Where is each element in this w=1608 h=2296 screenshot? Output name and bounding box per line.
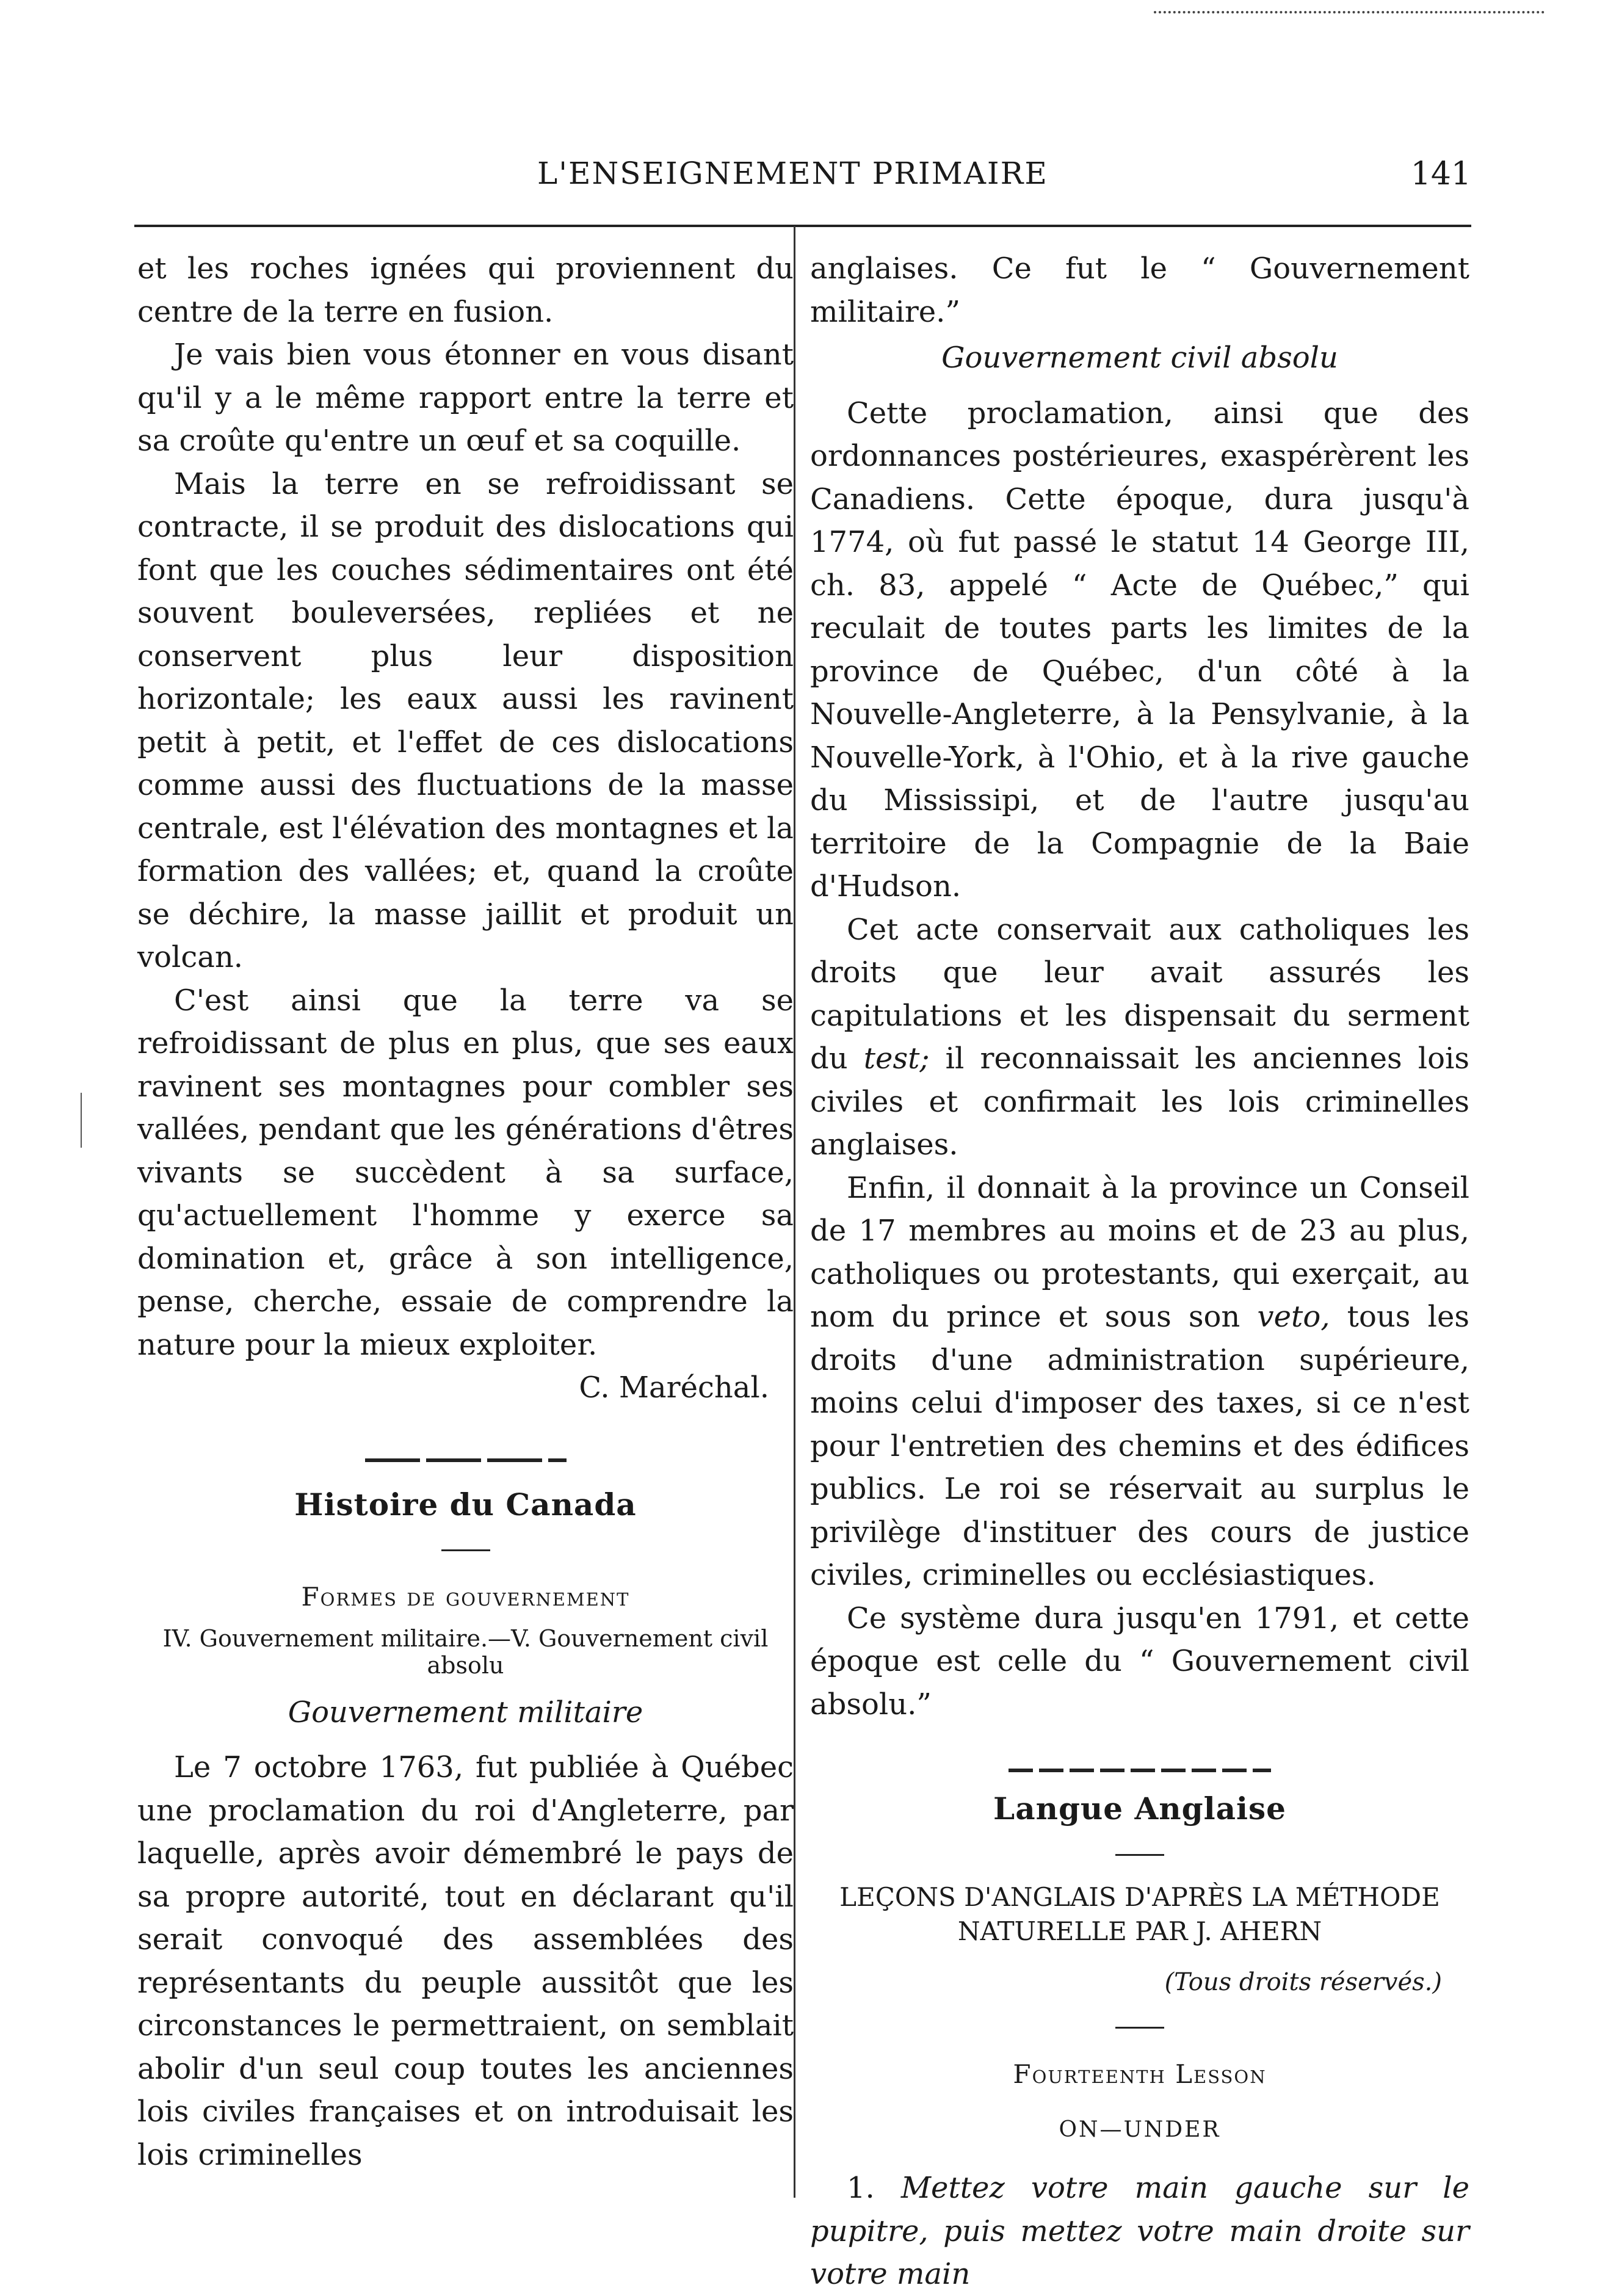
running-title: L'ENSEIGNEMENT PRIMAIRE bbox=[537, 156, 1048, 191]
paragraph bbox=[810, 1167, 1469, 1597]
paragraph: Cette proclamation, ainsi que des ordonnances postérieures, exaspérèrent les Canadiens. Cette époque, dura jusqu'à 1774, où fut passé le statut 14 George III, ch. 83, appelé “ Acte de Québec,” qui reculait de toutes parts les limites de la province de Québec, d'un côté à la Nouvelle-Angleterre, à la Pensylvanie, à la Nouvelle-York, à l'Ohio, et à la rive gauche du Mississipi, et de l'autre jusqu'au territoire de la Compagnie de la Baie d'Hudson. bbox=[810, 396, 1469, 904]
item-number: 1. bbox=[847, 2171, 875, 2205]
text-run: Enfin, il donnait à la province un Conseil de 17 membres au moins et de 23 au plus, catholiques ou protestants, qui exerçait, au nom du prince et sous son bbox=[810, 1170, 1469, 1334]
text-run: Cet acte conservait aux catholiques les droits que leur avait assurés les capitulations et les dispensait du serment du bbox=[810, 912, 1469, 1076]
section-subtitle: Formes de gouvernement bbox=[301, 1582, 630, 1612]
short-rule bbox=[1115, 2027, 1164, 2029]
subsection-heading: Gouvernement militaire bbox=[288, 1695, 643, 1729]
left-column bbox=[137, 247, 794, 2176]
author-signature: C. Maréchal. bbox=[579, 1371, 769, 1405]
rights-reserved: (Tous droits réservés.) bbox=[1164, 1968, 1442, 1996]
short-rule bbox=[1115, 1854, 1164, 1856]
right-column bbox=[810, 247, 1469, 2296]
text-run: il reconnaissait les anciennes lois civiles et confirmait les lois criminelles anglaises. bbox=[810, 1041, 1469, 1162]
page-header bbox=[134, 156, 1471, 211]
column-divider bbox=[794, 226, 795, 2198]
text-run: tous les droits d'une administration supérieure, moins celui d'imposer des taxes, si ce n'est pour l'entretien des chemins et des édifices publics. Le roi se réservait au surplus le privilège d'instituer des cours de justice civiles, criminelles ou ecclésiastiques. bbox=[810, 1300, 1469, 1592]
header-rule bbox=[134, 225, 1471, 227]
lesson-subtitle: ON—UNDER bbox=[1059, 2117, 1221, 2142]
lesson-title: Fourteenth Lesson bbox=[1013, 2059, 1267, 2089]
ornament-rule bbox=[1009, 1769, 1271, 1772]
subsection-heading: Gouvernement civil absolu bbox=[941, 341, 1338, 375]
margin-mark bbox=[81, 1093, 82, 1148]
ornament-rule bbox=[365, 1458, 567, 1462]
paragraph: Mais la terre en se refroidissant se contracte, il se produit des dislocations qui font que les couches sédimentaires ont été souvent bouleversées, repliées et ne conservent plus leur disposition horizontale; les eaux aussi les ravinent petit à petit, et l'effet de ces dislocations comme aussi des fluctuations de la masse centrale, est l'élévation des montagnes et la formation des vallées; et, quand la croûte se déchire, la masse jaillit et produit un volcan. bbox=[137, 466, 794, 974]
section-title: Langue Anglaise bbox=[993, 1791, 1286, 1827]
paragraph bbox=[810, 908, 1469, 1167]
paragraph: anglaises. Ce fut le “ Gouvernement militaire.” bbox=[810, 252, 1469, 329]
paragraph: Le 7 octobre 1763, fut publiée à Québec une proclamation du roi d'Angleterre, par laquelle, après avoir démembré le pays de sa propre autorité, tout en déclarant qu'il serait convoqué des assemblées des représentants du peuple aussitôt que les circonstances le permettraient, on semblait abolir d'un seul coup toutes les anciennes lois civiles françaises et on introduisait les lois criminelles bbox=[137, 1750, 794, 2172]
lessons-heading: LEÇONS D'ANGLAIS D'APRÈS LA MÉTHODE NATURELLE PAR J. AHERN bbox=[839, 1881, 1440, 1946]
paragraph: Ce système dura jusqu'en 1791, et cette époque est celle du “ Gouvernement civil absolu.” bbox=[810, 1601, 1469, 1722]
section-title: Histoire du Canada bbox=[294, 1486, 637, 1523]
paragraph: Je vais bien vous étonner en vous disant qu'il y a le même rapport entre la terre et sa croûte qu'entre un œuf et sa coquille. bbox=[137, 338, 794, 458]
paragraph: C'est ainsi que la terre va se refroidissant de plus en plus, que ses eaux ravinent ses montagnes pour combler ses vallées, pendant que les générations d'êtres vivants se succèdent à sa surface, qu'actuellement l'homme y exerce sa domination et, grâce à son intelligence, pense, cherche, essaie de comprendre la nature pour la mieux exploiter. bbox=[137, 983, 794, 1362]
item-text: Mettez votre main gauche sur le pupitre, puis mettez votre main droite sur votre main bbox=[810, 2171, 1469, 2291]
short-rule bbox=[441, 1549, 490, 1551]
italic-term: test; bbox=[863, 1041, 930, 1076]
exercise-item bbox=[810, 2167, 1469, 2296]
section-heading: IV. Gouvernement militaire.—V. Gouvernement civil absolu bbox=[162, 1624, 769, 1679]
page-number: 141 bbox=[1410, 156, 1471, 192]
top-edge-rule bbox=[1154, 11, 1545, 13]
italic-term: veto, bbox=[1257, 1300, 1330, 1334]
paragraph: et les roches ignées qui proviennent du centre de la terre en fusion. bbox=[137, 252, 794, 329]
